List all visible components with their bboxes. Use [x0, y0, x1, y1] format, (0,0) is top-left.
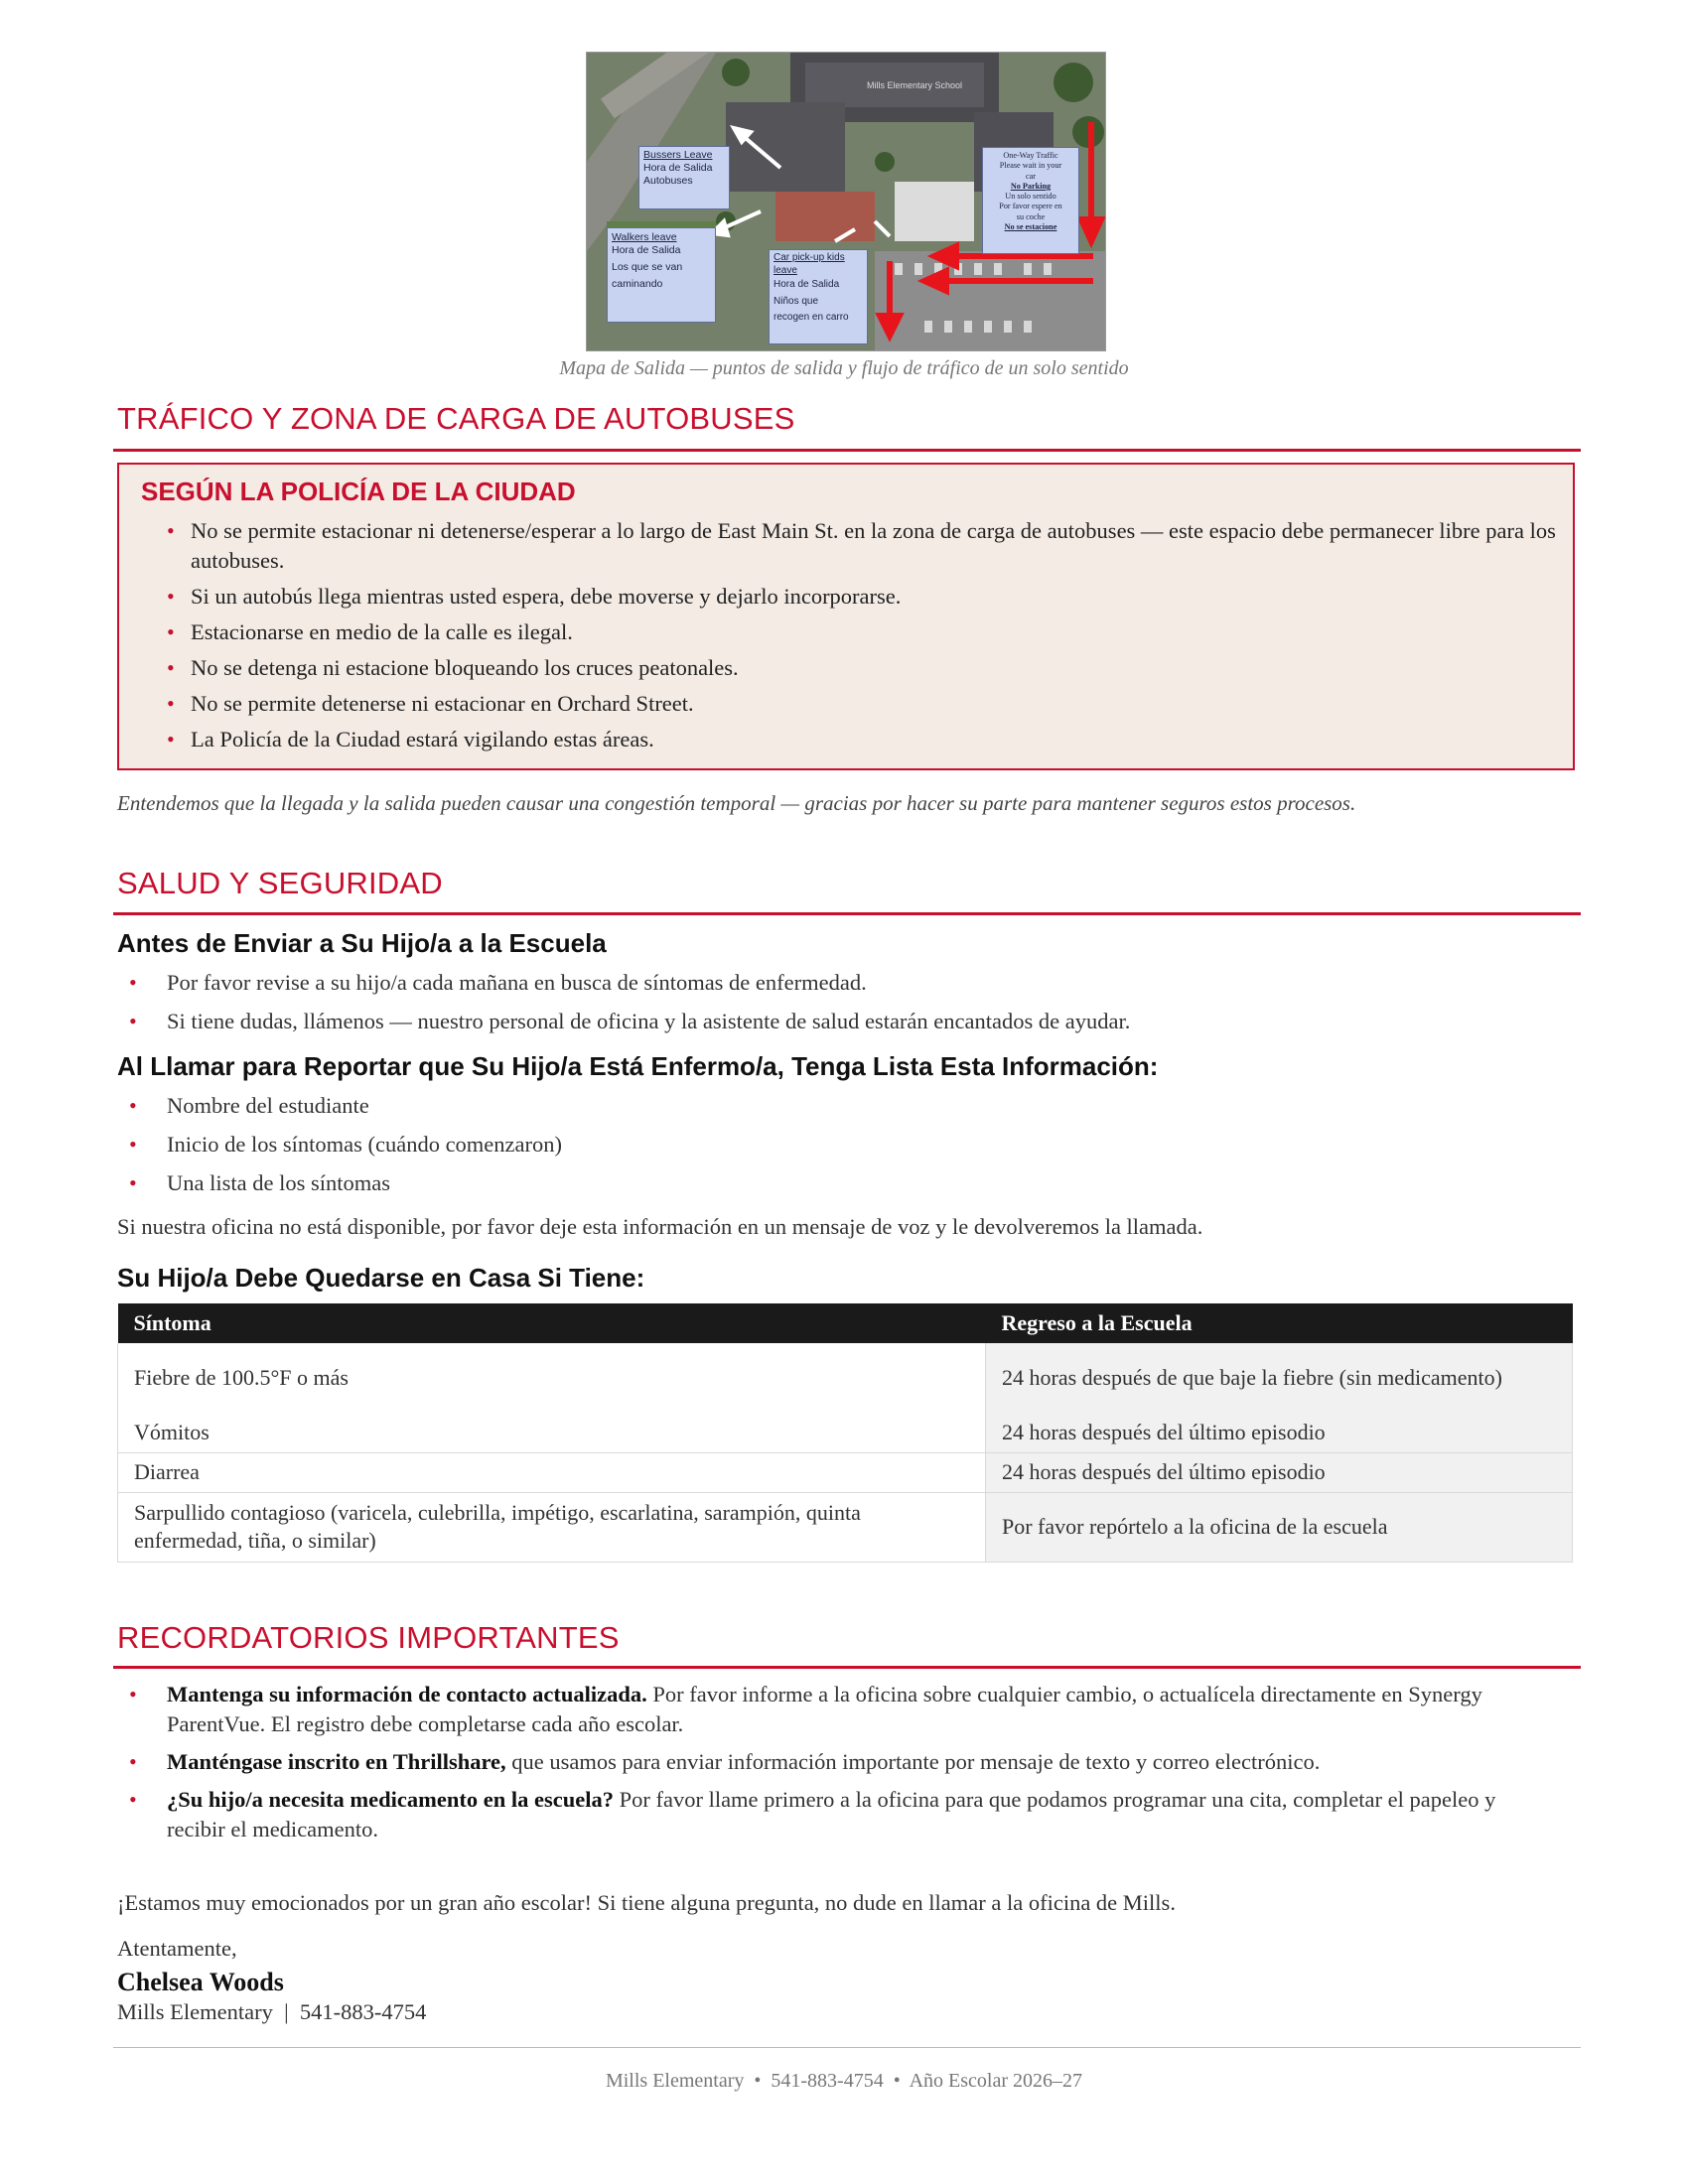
before-school-heading: Antes de Enviar a Su Hijo/a a la Escuela: [117, 928, 607, 958]
table-row: [118, 1413, 1573, 1452]
table-row: [118, 1452, 1573, 1492]
bullet-icon: •: [167, 727, 175, 751]
page-footer: Mills Elementary • 541-883-4754 • Año Escolar 2026–27: [605, 2070, 1083, 2092]
police-heading: SEGÚN LA POLICÍA DE LA CIUDAD: [141, 477, 576, 506]
table-row: [118, 1343, 1573, 1413]
bullet-icon: •: [129, 1682, 137, 1706]
bussers-es1: Hora de Salida: [643, 162, 713, 175]
oneway-l4: No Parking: [1010, 181, 1052, 191]
bullet-icon: •: [167, 691, 175, 716]
bullet-icon: •: [167, 584, 175, 609]
police-rules-list: [167, 516, 1557, 760]
school-building-label: Mills Elementary School: [867, 80, 963, 90]
bussers-en: Bussers Leave: [643, 149, 713, 161]
oneway-l3: car: [1026, 171, 1036, 181]
voicemail-note: Si nuestra oficina no está disponible, por favor deje esta información en un mensaje de voz y le devolveremos la llamada.: [117, 1214, 1203, 1239]
table-cell: Diarrea: [118, 1452, 986, 1492]
signature-org-line: Mills Elementary | 541-883-4754: [117, 1999, 427, 2024]
oneway-l7: su coche: [1016, 211, 1046, 221]
table-cell: 24 horas después del último episodio: [986, 1413, 1573, 1452]
bullet-icon: •: [129, 1749, 137, 1774]
closing-salutation: Atentamente,: [117, 1936, 237, 1961]
footer-rule: [113, 2047, 1581, 2048]
table-cell: Fiebre de 100.5°F o más: [118, 1343, 986, 1413]
traffic-heading: TRÁFICO Y ZONA DE CARGA DE AUTOBUSES: [117, 401, 795, 436]
list-item: • Manténgase inscrito en Thrillshare, que usamos para enviar información importante por mensaje de texto y correo electrónico.: [129, 1747, 1559, 1777]
health-heading-rule: [113, 912, 1581, 915]
stay-home-heading: Su Hijo/a Debe Quedarse en Casa Si Tiene:: [117, 1263, 645, 1293]
calling-info-list: [129, 1091, 562, 1198]
map-label-oneway: [982, 147, 1079, 254]
table-header-symptom: Síntoma: [118, 1303, 986, 1343]
walkers-es1: Hora de Salida: [612, 244, 681, 257]
carpick-es1: Hora de Salida: [774, 279, 840, 290]
table-cell: Por favor repórtelo a la oficina de la escuela: [986, 1492, 1573, 1562]
map-label-bussers: [638, 146, 730, 209]
closing-message: ¡Estamos muy emocionados por un gran año escolar! Si tiene alguna pregunta, no dude en llamar a la oficina de Mills.: [117, 1890, 1176, 1915]
carpick-en2: leave: [774, 264, 797, 276]
oneway-l8: No se estacione: [1004, 221, 1057, 231]
oneway-l2: Please wait in your: [999, 161, 1062, 171]
list-item: • La Policía de la Ciudad estará vigilando estas áreas.: [167, 725, 1557, 754]
bullet-icon: •: [167, 619, 175, 644]
calling-heading: Al Llamar para Reportar que Su Hijo/a Está Enfermo/a, Tenga Lista Esta Información:: [117, 1051, 1159, 1081]
bussers-es2: Autobuses: [643, 175, 693, 188]
list-item: • Si un autobús llega mientras usted espera, debe moverse y dejarlo incorporarse.: [167, 582, 1557, 612]
map-label-walkers: [607, 227, 716, 323]
bullet-icon: •: [129, 1787, 137, 1812]
bullet-icon: •: [129, 1093, 137, 1118]
carpick-es3: recogen en carro: [774, 312, 849, 323]
oneway-l6: Por favor espere en: [999, 202, 1062, 211]
map-label-carpickup: [769, 249, 868, 344]
signature-name: Chelsea Woods: [117, 1968, 284, 1996]
health-heading: SALUD Y SEGURIDAD: [117, 866, 443, 900]
table-row: [118, 1492, 1573, 1562]
reminders-heading: RECORDATORIOS IMPORTANTES: [117, 1620, 620, 1655]
table-cell: Vómitos: [118, 1413, 986, 1452]
table-cell: 24 horas después de que baje la fiebre (sin medicamento): [986, 1343, 1573, 1413]
bullet-icon: •: [129, 1009, 137, 1033]
reminders-heading-rule: [113, 1666, 1581, 1669]
carpick-en1: Car pick-up kids: [774, 252, 845, 263]
list-item: • Si tiene dudas, llámenos — nuestro personal de oficina y la asistente de salud estarán encantados de ayudar.: [129, 1007, 1130, 1036]
list-item: • Nombre del estudiante: [129, 1091, 562, 1121]
reminders-list: [129, 1680, 1559, 1852]
bullet-icon: •: [167, 655, 175, 680]
traffic-thanks-note: Entendemos que la llegada y la salida pueden causar una congestión temporal — gracias por hacer su parte para mantener seguros estos procesos.: [117, 791, 1356, 815]
oneway-l5: Un solo sentido: [1005, 192, 1056, 201]
bullet-icon: •: [129, 1132, 137, 1157]
list-item: • No se permite estacionar ni detenerse/esperar a lo largo de East Main St. en la zona de carga de autobuses — este espacio debe permanecer libre para los autobuses.: [167, 518, 1556, 573]
stay-home-table: [117, 1303, 1573, 1563]
table-cell: Sarpullido contagioso (varicela, culebrilla, impétigo, escarlatina, sarampión, quinta enfermedad, tiña, o similar): [118, 1492, 986, 1562]
dismissal-map: [586, 52, 1106, 351]
table-cell: 24 horas después del último episodio: [986, 1452, 1573, 1492]
carpick-es2: Niños que: [774, 295, 819, 307]
list-item: • No se detenga ni estacione bloqueando los cruces peatonales.: [167, 653, 1557, 683]
map-caption: Mapa de Salida — puntos de salida y flujo de tráfico de un solo sentido: [559, 357, 1129, 379]
walkers-en: Walkers leave: [612, 231, 677, 243]
list-item: • ¿Su hijo/a necesita medicamento en la escuela? Por favor llame primero a la oficina para que podamos programar una cita, completar el papeleo y recibir el medicamento.: [129, 1787, 1496, 1842]
list-item: • Estacionarse en medio de la calle es ilegal.: [167, 617, 1557, 647]
traffic-heading-rule: [113, 449, 1581, 452]
oneway-l1: One-Way Traffic: [1003, 151, 1058, 160]
table-header-return: Regreso a la Escuela: [986, 1303, 1573, 1343]
walkers-es2: Los que se van: [612, 261, 683, 274]
list-item: • Mantenga su información de contacto actualizada. Por favor informe a la oficina sobre cualquier cambio, o actualícela directamente en Synergy ParentVue. El registro debe completarse cada año escolar.: [129, 1682, 1482, 1736]
before-school-list: [129, 968, 1130, 1036]
bullet-icon: •: [167, 518, 175, 543]
list-item: • No se permite detenerse ni estacionar en Orchard Street.: [167, 689, 1557, 719]
list-item: • Por favor revise a su hijo/a cada mañana en busca de síntomas de enfermedad.: [129, 968, 1130, 998]
police-rules-box: [117, 463, 1575, 770]
bullet-icon: •: [129, 1170, 137, 1195]
bullet-icon: •: [129, 970, 137, 995]
walkers-es3: caminando: [612, 278, 663, 291]
table-header-row: [118, 1303, 1573, 1343]
list-item: • Inicio de los síntomas (cuándo comenzaron): [129, 1130, 562, 1160]
list-item: • Una lista de los síntomas: [129, 1168, 562, 1198]
